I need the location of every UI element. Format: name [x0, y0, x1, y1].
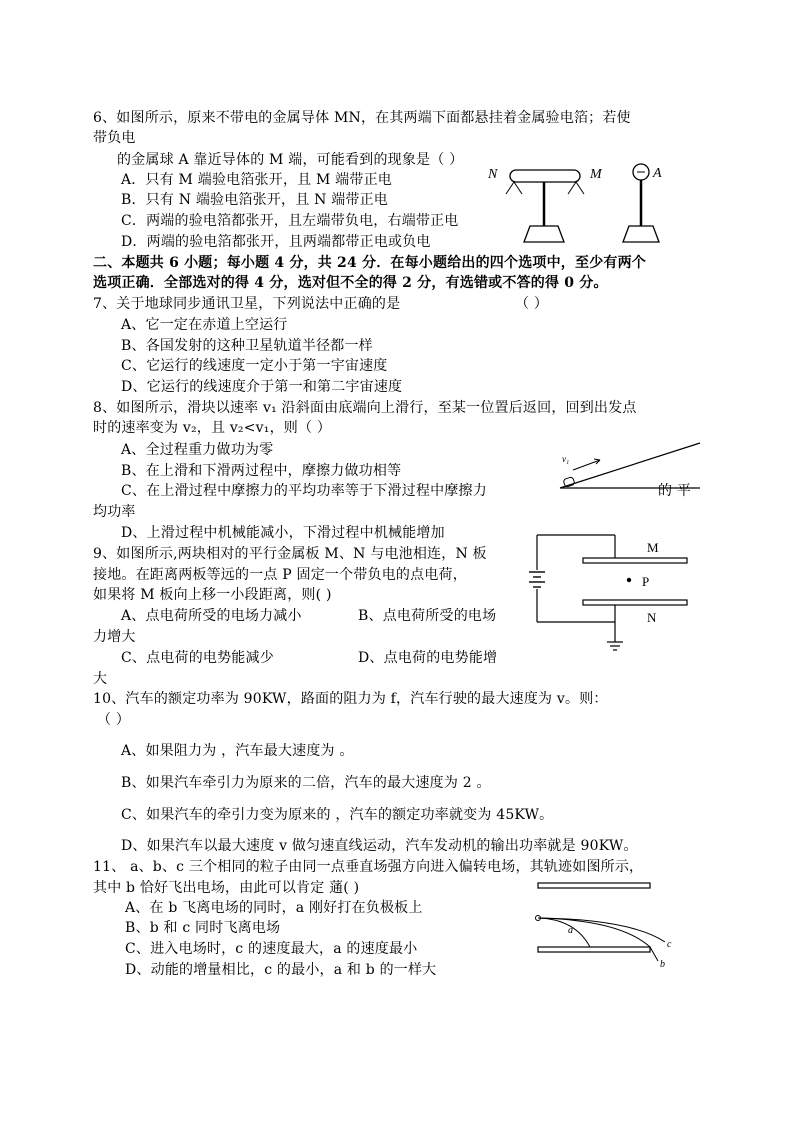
q7-option-b: B、各国发射的这种卫星轨道半径都一样: [121, 338, 373, 354]
section2-header-line1: 二、本题共 6 小题；每小题 4 分，共 24 分．在每小题给出的四个选项中，至少有两个: [93, 255, 647, 271]
q10-option-d: D、如果汽车以最大速度 v 做匀速直线运动，汽车发动机的输出功率就是 90KW。: [121, 838, 638, 854]
q11-option-c: C、进入电场时，c 的速度最大，a 的速度最小: [125, 941, 418, 957]
q8-velocity-arrow: [573, 460, 600, 470]
q9-capacitor-figure: [525, 530, 705, 655]
q8-stem-line1: 8、如图所示，滑块以速率 v₁ 沿斜面由底端向上滑行，至某一位置后返回，回到出发点: [93, 400, 637, 416]
q8-stem-line2: 时的速率变为 v₂，且 v₂<v₁，则（ ）: [93, 420, 332, 436]
q8-option-d: D、上滑过程中机械能减小，下滑过程中机械能增加: [121, 525, 445, 541]
q6-fig-label-m: M: [590, 167, 602, 182]
q11-fig-label-c: c: [667, 939, 672, 950]
q8-option-c-tail: 的 平: [658, 483, 692, 499]
q10-option-c: C、如果汽车的牵引力变为原来的 ，汽车的额定功率就变为 45KW。: [121, 807, 554, 823]
q9-point-p: [627, 578, 631, 582]
q7-option-a: A、它一定在赤道上空运行: [121, 317, 288, 333]
q6-conductor: [510, 170, 580, 182]
q9-option-d-wrap: 大: [93, 671, 108, 687]
q11-deflection-figure: [530, 875, 680, 975]
q9-plate-m: [583, 558, 687, 563]
q7-paren: （ ）: [515, 296, 549, 312]
q9-plate-n: [583, 600, 687, 605]
q11-trajectory-b: [538, 918, 658, 961]
q6-foil-right: [568, 182, 584, 194]
section2-header-line2: 选项正确．全部选对的得 4 分，选对但不全的得 2 分，有选错或不答的得 0 分。: [93, 275, 608, 291]
q9-stem-line1: 9、如图所示,两块相对的平行金属板 M、N 与电池相连，N 板: [93, 546, 487, 562]
q11-option-a: A、在 b 飞离电场的同时，a 刚好打在负极板上: [125, 900, 423, 916]
q11-option-d: D、动能的增量相比，c 的最小，a 和 b 的一样大: [125, 962, 437, 978]
q6-stem-line3: 的金属球 A 靠近导体的 M 端，可能看到的现象是（ ）: [117, 152, 464, 168]
q6-option-b: B．只有 N 端验电箔张开，且 N 端带正电: [121, 192, 388, 208]
q11-stem-line1: 11、 a、b、c 三个相同的粒子由同一点垂直场强方向进入偏转电场，其轨迹如图所示，: [93, 859, 644, 875]
q10-stem-line1: 10、汽车的额定功率为 90KW，路面的阻力为 f，汽车行驶的最大速度为 v。则：: [93, 691, 608, 707]
q8-option-c: C、在上滑过程中摩擦力的平均功率等于下滑过程中摩擦力: [121, 483, 487, 499]
q9-option-d: D、点电荷的电势能增: [358, 650, 498, 666]
q10-option-a: A、如果阻力为 ，汽车最大速度为 。: [121, 743, 354, 759]
q11-option-b: B、b 和 c 同时飞离电场: [125, 920, 281, 936]
q6-stem-line2: 带负电: [93, 130, 136, 146]
q7-stem: 7、关于地球同步通讯卫星，下列说法中正确的是: [93, 296, 401, 312]
q8-block: [563, 477, 575, 488]
q11-plate-bottom: [538, 947, 650, 952]
q7-option-c: C、它运行的线速度一定小于第一宇宙速度: [121, 358, 388, 374]
q9-fig-label-p: P: [642, 574, 650, 589]
q10-stem-line2: （ ）: [97, 712, 131, 728]
q6-foil-left: [506, 182, 522, 194]
q9-fig-label-m: M: [647, 540, 659, 555]
q6-figure: [480, 150, 680, 250]
q9-option-a: A、点电荷所受的电场力减小: [121, 608, 302, 624]
q9-option-b-wrap: 力增大: [93, 629, 136, 645]
q6-option-c: C．两端的验电箔都张开，且左端带负电，右端带正电: [121, 213, 459, 229]
q6-option-a: A．只有 M 端验电箔张开，且 M 端带正电: [121, 172, 392, 188]
q8-option-b: B、在上滑和下滑两过程中，摩擦力做功相等: [121, 463, 402, 479]
q8-fig-label-v1: v₁: [562, 454, 570, 464]
q6-stand-base: [524, 226, 564, 242]
q9-stem-line3: 如果将 M 板向上移一小段距离，则( ): [93, 587, 332, 603]
q7-option-d: D、它运行的线速度介于第一和第二宇宙速度: [121, 379, 403, 395]
q11-trajectory-a: [538, 918, 590, 947]
q8-option-c-wrap: 均功率: [93, 504, 136, 520]
q11-fig-label-b: b: [660, 959, 665, 970]
q6-fig-label-a: A: [653, 166, 662, 181]
q11-fig-label-a: a: [568, 925, 573, 936]
q6-ball-base: [623, 226, 659, 242]
q9-fig-label-n: N: [647, 610, 657, 625]
q9-option-b: B、点电荷所受的电场: [358, 608, 497, 624]
q8-option-a: A、全过程重力做功为零: [121, 442, 274, 458]
q6-stem-line1: 6、如图所示，原来不带电的金属导体 MN，在其两端下面都悬挂着金属验电箔；若使: [93, 110, 631, 126]
q11-trajectory-c: [538, 918, 665, 942]
q9-option-c: C、点电荷的电势能减少: [121, 650, 274, 666]
q10-option-b: B、如果汽车牵引力为原来的二倍，汽车的最大速度为 2 。: [121, 775, 491, 791]
q8-incline-figure: [555, 440, 715, 500]
q11-stem-line2: 其中 b 恰好飞出电场，由此可以肯定 蓪( ): [93, 880, 360, 896]
q11-plate-top: [538, 883, 650, 888]
q9-stem-line2: 接地。在距离两板等远的一点 P 固定一个带负电的点电荷，: [93, 567, 467, 583]
q6-option-d: D．两端的验电箔都张开，且两端都带正电或负电: [121, 234, 431, 250]
q6-fig-label-n: N: [488, 167, 498, 182]
q8-slope: [560, 443, 700, 488]
